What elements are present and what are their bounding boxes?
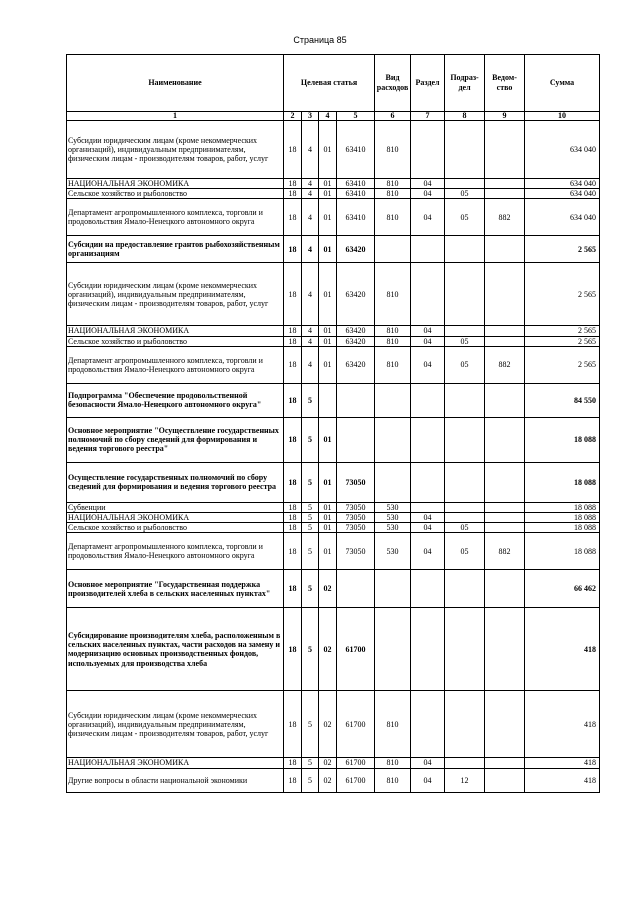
row-name: Другие вопросы в области национальной экономики xyxy=(67,768,284,792)
row-summa: 2 565 xyxy=(525,326,600,336)
row-program: 18 xyxy=(284,768,302,792)
table-row xyxy=(67,236,600,263)
row-name: НАЦИОНАЛЬНАЯ ЭКОНОМИКА xyxy=(67,326,284,336)
row-name: НАЦИОНАЛЬНАЯ ЭКОНОМИКА xyxy=(67,758,284,768)
row-subprogram: 5 xyxy=(302,533,319,570)
row-summa: 418 xyxy=(525,608,600,691)
header-podrazdel: Подраз-дел xyxy=(445,55,485,112)
row-code: 73050 xyxy=(337,502,375,512)
row-vedom xyxy=(485,189,525,199)
row-podrazdel xyxy=(445,263,485,326)
row-summa: 2 565 xyxy=(525,263,600,326)
row-code: 63420 xyxy=(337,336,375,346)
row-activity: 01 xyxy=(319,502,337,512)
row-program: 18 xyxy=(284,179,302,189)
row-razdel: 04 xyxy=(411,336,445,346)
row-razdel xyxy=(411,570,445,608)
col-number: 3 xyxy=(302,112,319,121)
row-name: Субсидии на предоставление грантов рыбохозяйственным организациям xyxy=(67,236,284,263)
table-row xyxy=(67,768,600,792)
row-summa: 2 565 xyxy=(525,346,600,383)
row-subprogram: 5 xyxy=(302,570,319,608)
row-program: 18 xyxy=(284,513,302,523)
row-vedom xyxy=(485,326,525,336)
row-program: 18 xyxy=(284,263,302,326)
row-name: Подпрограмма "Обеспечение продовольственной безопасности Ямало-Ненецкого автономного округа" xyxy=(67,383,284,417)
row-activity: 01 xyxy=(319,326,337,336)
row-podrazdel xyxy=(445,513,485,523)
row-summa: 18 088 xyxy=(525,513,600,523)
row-subprogram: 4 xyxy=(302,236,319,263)
row-vedom xyxy=(485,691,525,758)
row-program: 18 xyxy=(284,502,302,512)
row-vedom xyxy=(485,179,525,189)
table-row xyxy=(67,758,600,768)
row-podrazdel xyxy=(445,121,485,179)
row-program: 18 xyxy=(284,189,302,199)
row-vid: 810 xyxy=(375,179,411,189)
row-code xyxy=(337,417,375,462)
row-activity: 01 xyxy=(319,179,337,189)
row-subprogram: 4 xyxy=(302,189,319,199)
table-row xyxy=(67,326,600,336)
row-summa: 18 088 xyxy=(525,523,600,533)
row-code: 63410 xyxy=(337,121,375,179)
row-program: 18 xyxy=(284,570,302,608)
row-program: 18 xyxy=(284,608,302,691)
row-podrazdel xyxy=(445,383,485,417)
row-razdel: 04 xyxy=(411,533,445,570)
header-vid: Вид расходов xyxy=(375,55,411,112)
row-code: 63420 xyxy=(337,346,375,383)
row-vid xyxy=(375,608,411,691)
row-podrazdel: 05 xyxy=(445,533,485,570)
row-program: 18 xyxy=(284,758,302,768)
row-activity: 02 xyxy=(319,570,337,608)
row-summa: 634 040 xyxy=(525,179,600,189)
row-summa: 18 088 xyxy=(525,462,600,502)
row-program: 18 xyxy=(284,691,302,758)
row-name: Сельское хозяйство и рыболовство xyxy=(67,189,284,199)
col-number: 9 xyxy=(485,112,525,121)
table-row xyxy=(67,608,600,691)
row-activity: 01 xyxy=(319,121,337,179)
row-subprogram: 5 xyxy=(302,608,319,691)
row-summa: 84 550 xyxy=(525,383,600,417)
row-razdel: 04 xyxy=(411,326,445,336)
row-summa: 418 xyxy=(525,691,600,758)
row-podrazdel: 05 xyxy=(445,189,485,199)
row-podrazdel: 05 xyxy=(445,346,485,383)
row-vedom xyxy=(485,236,525,263)
row-summa: 634 040 xyxy=(525,121,600,179)
row-activity: 01 xyxy=(319,189,337,199)
row-vid: 530 xyxy=(375,523,411,533)
row-name: Субвенции xyxy=(67,502,284,512)
row-summa: 66 462 xyxy=(525,570,600,608)
row-razdel xyxy=(411,502,445,512)
table-row xyxy=(67,121,600,179)
row-vid: 530 xyxy=(375,533,411,570)
row-razdel xyxy=(411,608,445,691)
table-row xyxy=(67,570,600,608)
row-razdel xyxy=(411,263,445,326)
row-code: 63410 xyxy=(337,199,375,236)
row-name: Департамент агропромышленного комплекса, торговли и продовольствия Ямало-Ненецкого автономного округа xyxy=(67,533,284,570)
row-summa: 418 xyxy=(525,768,600,792)
table-row xyxy=(67,263,600,326)
row-vedom xyxy=(485,462,525,502)
table-row xyxy=(67,199,600,236)
row-vedom xyxy=(485,608,525,691)
header-summa: Сумма xyxy=(525,55,600,112)
row-vedom xyxy=(485,121,525,179)
row-subprogram: 4 xyxy=(302,336,319,346)
row-vedom xyxy=(485,570,525,608)
row-summa: 18 088 xyxy=(525,502,600,512)
row-podrazdel: 05 xyxy=(445,199,485,236)
row-podrazdel xyxy=(445,417,485,462)
row-vid xyxy=(375,417,411,462)
col-number: 1 xyxy=(67,112,284,121)
row-razdel: 04 xyxy=(411,513,445,523)
row-vid: 530 xyxy=(375,513,411,523)
row-vid: 810 xyxy=(375,199,411,236)
row-vid xyxy=(375,462,411,502)
row-code: 63420 xyxy=(337,263,375,326)
row-subprogram: 4 xyxy=(302,263,319,326)
row-summa: 2 565 xyxy=(525,336,600,346)
row-vid: 810 xyxy=(375,121,411,179)
row-summa: 18 088 xyxy=(525,533,600,570)
row-vid: 810 xyxy=(375,263,411,326)
row-subprogram: 5 xyxy=(302,691,319,758)
row-subprogram: 5 xyxy=(302,383,319,417)
row-razdel: 04 xyxy=(411,179,445,189)
row-vedom: 882 xyxy=(485,533,525,570)
row-activity: 01 xyxy=(319,462,337,502)
col-number: 5 xyxy=(337,112,375,121)
row-subprogram: 5 xyxy=(302,462,319,502)
row-razdel xyxy=(411,236,445,263)
row-activity: 02 xyxy=(319,768,337,792)
row-name: Департамент агропромышленного комплекса, торговли и продовольствия Ямало-Ненецкого автономного округа xyxy=(67,346,284,383)
row-vedom xyxy=(485,383,525,417)
row-razdel xyxy=(411,462,445,502)
col-number: 6 xyxy=(375,112,411,121)
row-vid: 810 xyxy=(375,336,411,346)
row-razdel: 04 xyxy=(411,523,445,533)
row-code: 73050 xyxy=(337,513,375,523)
row-vid xyxy=(375,236,411,263)
header-razdel: Раздел xyxy=(411,55,445,112)
row-razdel: 04 xyxy=(411,199,445,236)
row-name: Департамент агропромышленного комплекса, торговли и продовольствия Ямало-Ненецкого автономного округа xyxy=(67,199,284,236)
row-activity: 01 xyxy=(319,533,337,570)
table-row xyxy=(67,346,600,383)
row-code xyxy=(337,383,375,417)
row-subprogram: 5 xyxy=(302,768,319,792)
row-activity: 02 xyxy=(319,691,337,758)
page-title: Страница 85 xyxy=(293,35,347,45)
row-program: 18 xyxy=(284,346,302,383)
row-activity: 02 xyxy=(319,608,337,691)
row-name: Субсидирование производителям хлеба, расположенным в сельских населенных пунктах, части расходов на замену и модернизацию основных производственных фондов, используемых для производства хлеба xyxy=(67,608,284,691)
col-number: 10 xyxy=(525,112,600,121)
row-name: Основное мероприятие "Государственная поддержка производителей хлеба в сельских населенных пунктах" xyxy=(67,570,284,608)
row-vid: 810 xyxy=(375,768,411,792)
table-row xyxy=(67,502,600,512)
row-subprogram: 5 xyxy=(302,523,319,533)
row-program: 18 xyxy=(284,462,302,502)
row-code: 63410 xyxy=(337,179,375,189)
row-vid: 530 xyxy=(375,502,411,512)
row-summa: 2 565 xyxy=(525,236,600,263)
row-vid: 810 xyxy=(375,189,411,199)
row-subprogram: 5 xyxy=(302,758,319,768)
row-name: Сельское хозяйство и рыболовство xyxy=(67,336,284,346)
row-program: 18 xyxy=(284,336,302,346)
row-activity: 01 xyxy=(319,263,337,326)
row-podrazdel: 12 xyxy=(445,768,485,792)
row-program: 18 xyxy=(284,199,302,236)
row-program: 18 xyxy=(284,326,302,336)
header-vedom: Ведом-ство xyxy=(485,55,525,112)
column-number-row xyxy=(67,112,600,121)
row-name: Субсидии юридическим лицам (кроме некоммерческих организаций), индивидуальным предпринимателям, физическим лицам - производителям товаров, работ, услуг xyxy=(67,263,284,326)
table-row xyxy=(67,691,600,758)
row-subprogram: 4 xyxy=(302,346,319,383)
row-name: Субсидии юридическим лицам (кроме некоммерческих организаций), индивидуальным предпринимателям, физическим лицам - производителям товаров, работ, услуг xyxy=(67,121,284,179)
row-subprogram: 4 xyxy=(302,179,319,189)
row-razdel xyxy=(411,417,445,462)
row-subprogram: 4 xyxy=(302,121,319,179)
row-podrazdel xyxy=(445,758,485,768)
row-program: 18 xyxy=(284,236,302,263)
row-vedom: 882 xyxy=(485,346,525,383)
row-razdel: 04 xyxy=(411,768,445,792)
row-code: 63420 xyxy=(337,236,375,263)
row-code: 61700 xyxy=(337,758,375,768)
row-name: Осуществление государственных полномочий по сбору сведений для формирования и ведения торгового реестра xyxy=(67,462,284,502)
row-activity: 01 xyxy=(319,336,337,346)
row-activity: 01 xyxy=(319,199,337,236)
row-subprogram: 5 xyxy=(302,513,319,523)
row-summa: 634 040 xyxy=(525,199,600,236)
row-code: 73050 xyxy=(337,533,375,570)
row-vid: 810 xyxy=(375,346,411,383)
budget-table xyxy=(66,54,600,793)
row-vedom xyxy=(485,758,525,768)
row-vid: 810 xyxy=(375,326,411,336)
row-summa: 18 088 xyxy=(525,417,600,462)
table-row xyxy=(67,513,600,523)
row-vid: 810 xyxy=(375,758,411,768)
row-name: НАЦИОНАЛЬНАЯ ЭКОНОМИКА xyxy=(67,179,284,189)
row-program: 18 xyxy=(284,523,302,533)
row-vid: 810 xyxy=(375,691,411,758)
row-razdel: 04 xyxy=(411,346,445,383)
col-number: 7 xyxy=(411,112,445,121)
row-vedom xyxy=(485,502,525,512)
row-vid xyxy=(375,383,411,417)
table-row xyxy=(67,336,600,346)
row-code: 63420 xyxy=(337,326,375,336)
row-activity: 01 xyxy=(319,236,337,263)
row-podrazdel xyxy=(445,326,485,336)
row-name: Основное мероприятие "Осуществление государственных полномочий по сбору сведений для формирования и ведения торгового реестра" xyxy=(67,417,284,462)
row-summa: 418 xyxy=(525,758,600,768)
row-name: Субсидии юридическим лицам (кроме некоммерческих организаций), индивидуальным предпринимателям, физическим лицам - производителям товаров, работ, услуг xyxy=(67,691,284,758)
row-podrazdel xyxy=(445,502,485,512)
table-row xyxy=(67,417,600,462)
row-code: 61700 xyxy=(337,608,375,691)
row-code: 61700 xyxy=(337,768,375,792)
header-target: Целевая статья xyxy=(284,55,375,112)
row-code xyxy=(337,570,375,608)
row-subprogram: 5 xyxy=(302,502,319,512)
row-program: 18 xyxy=(284,121,302,179)
row-vedom xyxy=(485,768,525,792)
row-code: 73050 xyxy=(337,462,375,502)
row-podrazdel xyxy=(445,570,485,608)
row-vid xyxy=(375,570,411,608)
row-vedom: 882 xyxy=(485,199,525,236)
row-razdel xyxy=(411,691,445,758)
row-vedom xyxy=(485,513,525,523)
row-name: НАЦИОНАЛЬНАЯ ЭКОНОМИКА xyxy=(67,513,284,523)
row-podrazdel xyxy=(445,236,485,263)
row-program: 18 xyxy=(284,383,302,417)
row-activity: 01 xyxy=(319,523,337,533)
row-program: 18 xyxy=(284,533,302,570)
row-code: 73050 xyxy=(337,523,375,533)
row-subprogram: 4 xyxy=(302,199,319,236)
row-activity: 01 xyxy=(319,417,337,462)
col-number: 2 xyxy=(284,112,302,121)
row-podrazdel xyxy=(445,179,485,189)
col-number: 8 xyxy=(445,112,485,121)
table-row xyxy=(67,523,600,533)
row-vedom xyxy=(485,336,525,346)
col-number: 4 xyxy=(319,112,337,121)
row-vedom xyxy=(485,523,525,533)
row-razdel: 04 xyxy=(411,758,445,768)
row-vedom xyxy=(485,263,525,326)
row-program: 18 xyxy=(284,417,302,462)
table-row xyxy=(67,179,600,189)
row-name: Сельское хозяйство и рыболовство xyxy=(67,523,284,533)
row-activity xyxy=(319,383,337,417)
row-subprogram: 5 xyxy=(302,417,319,462)
row-activity: 01 xyxy=(319,346,337,383)
table-row xyxy=(67,189,600,199)
row-podrazdel: 05 xyxy=(445,336,485,346)
row-vedom xyxy=(485,417,525,462)
row-activity: 02 xyxy=(319,758,337,768)
row-razdel: 04 xyxy=(411,189,445,199)
row-code: 63410 xyxy=(337,189,375,199)
row-subprogram: 4 xyxy=(302,326,319,336)
row-activity: 01 xyxy=(319,513,337,523)
row-summa: 634 040 xyxy=(525,189,600,199)
table-row xyxy=(67,462,600,502)
row-razdel xyxy=(411,383,445,417)
row-podrazdel xyxy=(445,462,485,502)
table-row xyxy=(67,383,600,417)
row-podrazdel xyxy=(445,608,485,691)
table-row xyxy=(67,533,600,570)
row-code: 61700 xyxy=(337,691,375,758)
row-podrazdel: 05 xyxy=(445,523,485,533)
header-name: Наименование xyxy=(67,55,284,112)
row-podrazdel xyxy=(445,691,485,758)
row-razdel xyxy=(411,121,445,179)
